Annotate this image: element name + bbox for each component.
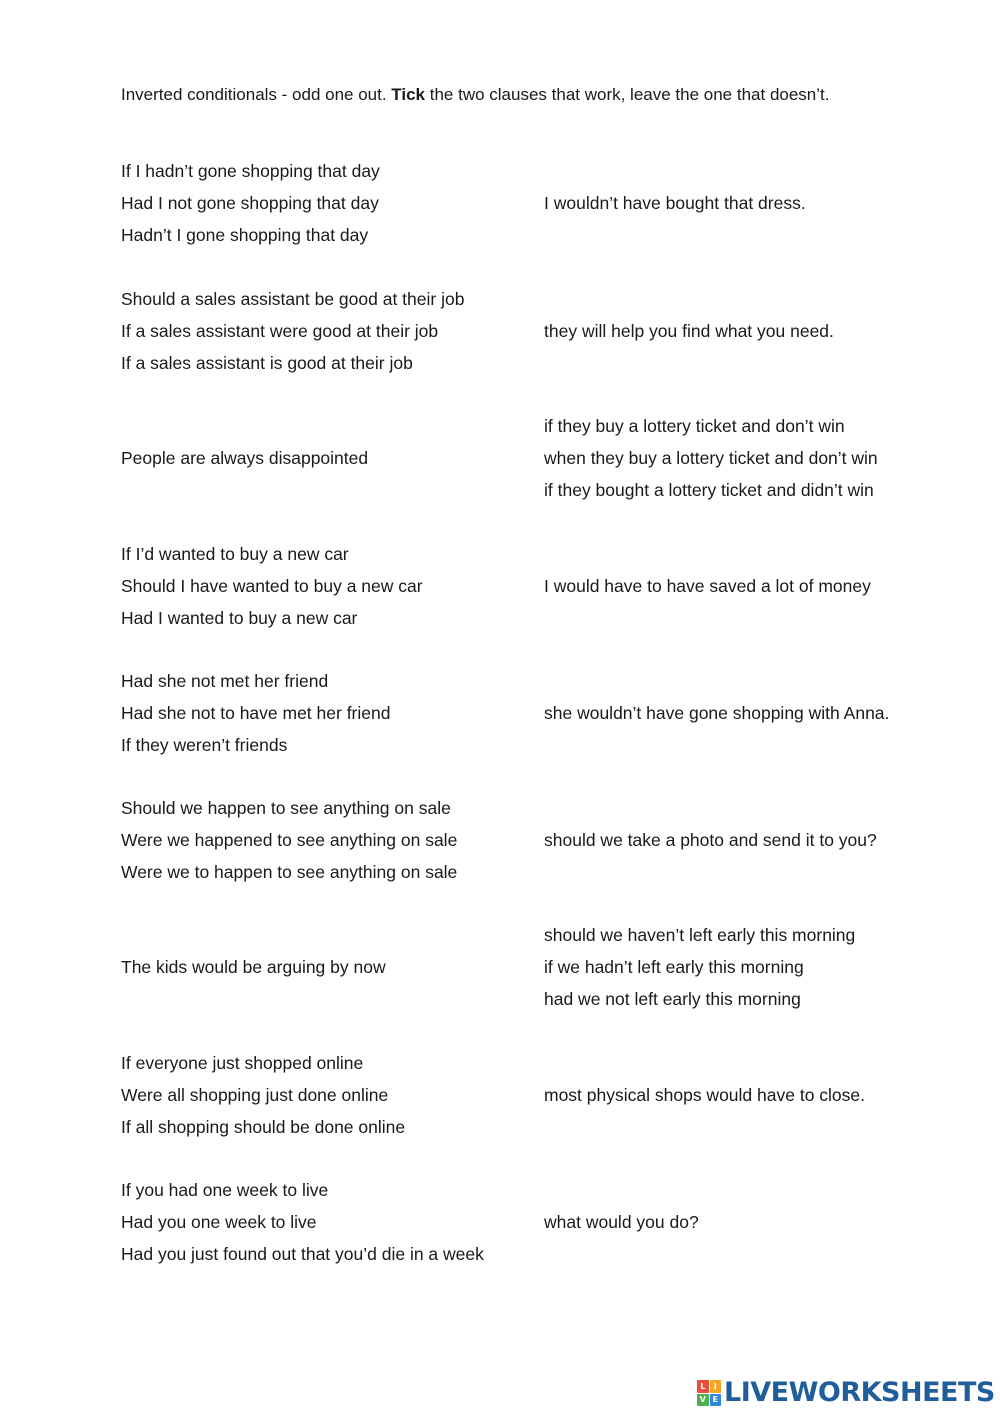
item-7-left-clause: The kids would be arguing by now bbox=[121, 957, 386, 977]
item-3-right-option-3[interactable]: if they bought a lottery ticket and didn’t win bbox=[544, 480, 874, 500]
item-5-left-option-1[interactable]: Had she not met her friend bbox=[121, 671, 329, 691]
item-9-right-clause: what would you do? bbox=[544, 1212, 699, 1232]
item-8-left-option-2[interactable]: Were all shopping just done online bbox=[121, 1085, 389, 1105]
item-9-left-option-3[interactable]: Had you just found out that you’d die in a week bbox=[121, 1244, 484, 1264]
item-5-right-clause: she wouldn’t have gone shopping with Anna. bbox=[544, 703, 890, 723]
instruction-part2: the two clauses that work, leave the one that doesn’t. bbox=[425, 85, 830, 104]
instruction-part1: Inverted conditionals - odd one out. bbox=[121, 85, 392, 104]
item-6-right-clause: should we take a photo and send it to you? bbox=[544, 830, 877, 850]
item-2-left-option-1[interactable]: Should a sales assistant be good at their job bbox=[121, 289, 465, 309]
item-2-left-option-3[interactable]: If a sales assistant is good at their job bbox=[121, 353, 413, 373]
item-4-left-option-1[interactable]: If I’d wanted to buy a new car bbox=[121, 544, 349, 564]
logo-mark-letter-i: I bbox=[710, 1380, 722, 1393]
logo-mark-icon bbox=[697, 1380, 721, 1406]
liveworksheets-logo bbox=[697, 1378, 995, 1408]
logo-mark-letter-l: L bbox=[697, 1380, 709, 1393]
item-8-left-option-1[interactable]: If everyone just shopped online bbox=[121, 1053, 364, 1073]
instruction-text bbox=[121, 84, 829, 106]
item-3-right-option-1[interactable]: if they buy a lottery ticket and don’t win bbox=[544, 416, 845, 436]
item-9-left-option-1[interactable]: If you had one week to live bbox=[121, 1180, 329, 1200]
logo-mark-letter-e: E bbox=[710, 1394, 722, 1407]
item-4-left-option-2[interactable]: Should I have wanted to buy a new car bbox=[121, 576, 423, 596]
item-3-left-clause: People are always disappointed bbox=[121, 448, 369, 468]
item-7-right-option-1[interactable]: should we haven’t left early this morning bbox=[544, 925, 856, 945]
item-2-right-clause: they will help you find what you need. bbox=[544, 321, 834, 341]
item-1-left-option-2[interactable]: Had I not gone shopping that day bbox=[121, 193, 379, 213]
item-4-right-clause: I would have to have saved a lot of money bbox=[544, 576, 871, 596]
item-9-left-option-2[interactable]: Had you one week to live bbox=[121, 1212, 317, 1232]
item-7-right-option-2[interactable]: if we hadn’t left early this morning bbox=[544, 957, 804, 977]
item-8-left-option-3[interactable]: If all shopping should be done online bbox=[121, 1117, 406, 1137]
item-8-right-clause: most physical shops would have to close. bbox=[544, 1085, 865, 1105]
item-1-left-option-3[interactable]: Hadn’t I gone shopping that day bbox=[121, 225, 369, 245]
item-5-left-option-2[interactable]: Had she not to have met her friend bbox=[121, 703, 391, 723]
logo-mark-letter-v: V bbox=[697, 1394, 709, 1407]
instruction-tick-word: Tick bbox=[391, 85, 426, 104]
item-3-right-option-2[interactable]: when they buy a lottery ticket and don’t win bbox=[544, 448, 878, 468]
item-5-left-option-3[interactable]: If they weren’t friends bbox=[121, 735, 288, 755]
logo-wordmark: LIVEWORKSHEETS bbox=[724, 1377, 995, 1408]
item-1-right-clause: I wouldn’t have bought that dress. bbox=[544, 193, 806, 213]
item-6-left-option-3[interactable]: Were we to happen to see anything on sale bbox=[121, 862, 458, 882]
item-2-left-option-2[interactable]: If a sales assistant were good at their job bbox=[121, 321, 439, 341]
item-4-left-option-3[interactable]: Had I wanted to buy a new car bbox=[121, 608, 358, 628]
item-1-left-option-1[interactable]: If I hadn’t gone shopping that day bbox=[121, 161, 380, 181]
item-6-left-option-2[interactable]: Were we happened to see anything on sale bbox=[121, 830, 458, 850]
item-6-left-option-1[interactable]: Should we happen to see anything on sale bbox=[121, 798, 451, 818]
item-7-right-option-3[interactable]: had we not left early this morning bbox=[544, 989, 801, 1009]
